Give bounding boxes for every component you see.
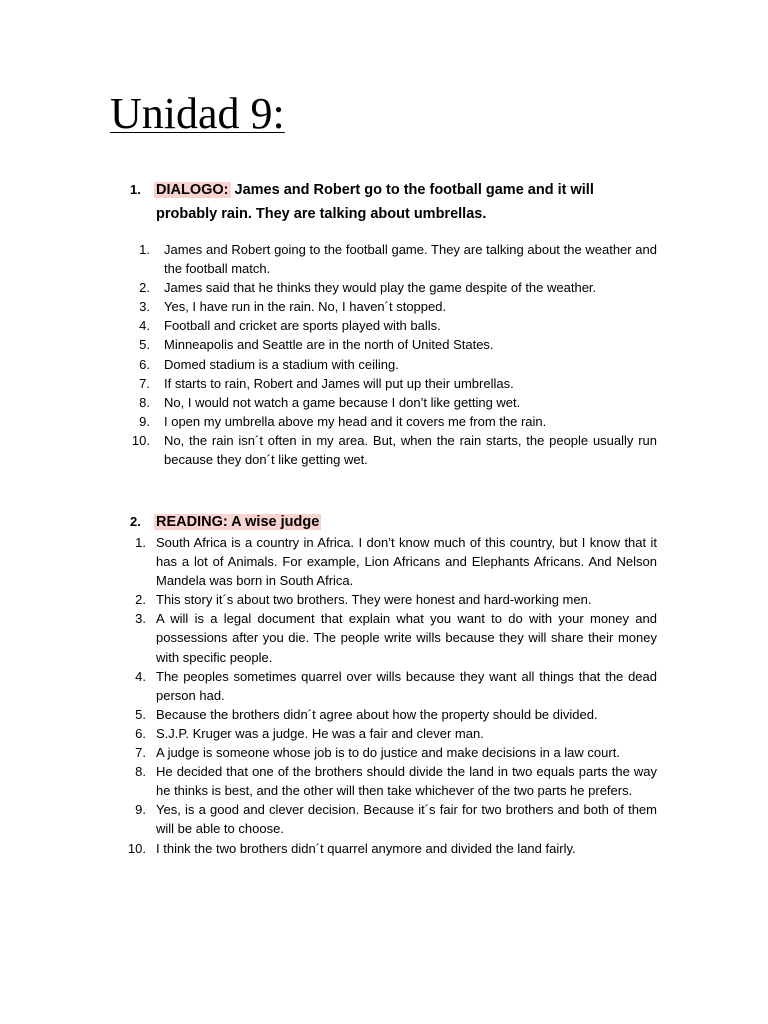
list-item	[130, 412, 657, 431]
item-number: 3.	[139, 299, 150, 315]
item-number: 1.	[135, 535, 146, 550]
section-number: 1.	[130, 182, 141, 197]
item-number: 1.	[139, 242, 150, 257]
item-number: 8.	[135, 764, 146, 780]
list-item	[126, 533, 657, 590]
item-number: 7.	[135, 745, 146, 761]
section-number: 2.	[130, 514, 141, 529]
list-item	[126, 609, 657, 666]
item-number: 2.	[135, 592, 146, 608]
list-item	[126, 724, 657, 743]
item-text: James and Robert going to the football game. They are talking about the weather and the football match.	[164, 242, 657, 277]
item-text: He decided that one of the brothers should divide the land in two equals parts the way he thinks is best, and the other will then take whichever of the two parts he prefers.	[156, 764, 657, 799]
list-item	[130, 240, 657, 278]
item-text: Minneapolis and Seattle are in the north of United States.	[164, 337, 494, 353]
item-number: 9.	[135, 802, 146, 818]
item-text: Yes, I have run in the rain. No, I haven´t stopped.	[164, 299, 447, 315]
reading-answer-list	[126, 533, 657, 858]
item-text: A will is a legal document that explain what you want to do with your money and possessions after you die. The people write wills because they will share their money with specific people.	[156, 611, 657, 665]
item-number: 6.	[135, 725, 146, 741]
section-heading-text	[156, 178, 656, 226]
item-text: I open my umbrella above my head and it covers me from the rain.	[164, 413, 547, 429]
section-heading-text	[156, 510, 656, 534]
item-text: This story it´s about two brothers. They were honest and hard-working men.	[156, 592, 592, 608]
list-item	[126, 667, 657, 705]
item-number: 3.	[135, 611, 146, 627]
list-item	[126, 743, 657, 762]
list-item	[130, 355, 657, 374]
item-number: 5.	[139, 337, 150, 353]
dialogo-answer-list	[130, 240, 657, 469]
list-item	[126, 800, 657, 838]
list-item	[130, 431, 657, 469]
list-item	[130, 316, 657, 335]
item-number: 6.	[139, 356, 150, 372]
section-heading-reading	[130, 510, 656, 534]
item-number: 5.	[135, 706, 146, 722]
list-item	[126, 839, 657, 858]
section-heading-dialogo	[130, 178, 656, 226]
item-number: 2.	[139, 280, 150, 296]
list-item	[130, 374, 657, 393]
item-text: South Africa is a country in Africa. I don’t know much of this country, but I know that it has a lot of Animals. For example, Lion Africans and Elephants Africans. And Nelson Mandela was born in South Africa.	[156, 535, 657, 589]
item-text: S.J.P. Kruger was a judge. He was a fair and clever man.	[156, 725, 484, 741]
item-text: Yes, is a good and clever decision. Because it´s fair for two brothers and both of them will be able to choose.	[156, 802, 657, 837]
list-item	[130, 393, 657, 412]
item-text: Because the brothers didn´t agree about how the property should be divided.	[156, 706, 598, 722]
item-number: 10.	[127, 840, 146, 856]
item-text: Domed stadium is a stadium with ceiling.	[164, 356, 399, 372]
section-heading-description: James and Robert go to the football game and it will probably rain. They are talking about umbrellas.	[156, 182, 594, 222]
item-text: I think the two brothers didn´t quarrel anymore and divided the land fairly.	[156, 840, 576, 856]
list-item	[130, 278, 657, 297]
section-label-highlight: READING: A wise judge	[156, 514, 320, 530]
list-item	[126, 762, 657, 800]
item-text: No, I would not watch a game because I don’t like getting wet.	[164, 394, 521, 410]
item-text: Football and cricket are sports played with balls.	[164, 318, 441, 334]
item-number: 7.	[139, 375, 150, 391]
item-text: A judge is someone whose job is to do justice and make decisions in a law court.	[156, 745, 620, 761]
list-item	[126, 590, 657, 609]
item-text: If starts to rain, Robert and James will put up their umbrellas.	[164, 375, 514, 391]
item-number: 4.	[135, 668, 146, 684]
item-text: James said that he thinks they would play the game despite of the weather.	[164, 280, 597, 296]
item-number: 10.	[131, 432, 150, 448]
item-number: 8.	[139, 394, 150, 410]
item-number: 4.	[139, 318, 150, 334]
item-text: No, the rain isn´t often in my area. But, when the rain starts, the people usually run because they don´t like getting wet.	[164, 432, 657, 468]
page-title: Unidad 9:	[110, 89, 285, 138]
list-item	[126, 705, 657, 724]
section-label-highlight: DIALOGO:	[156, 182, 229, 198]
item-number: 9.	[139, 413, 150, 429]
list-item	[130, 297, 657, 316]
item-text: The peoples sometimes quarrel over wills because they want all things that the dead person had.	[156, 668, 657, 703]
list-item	[130, 335, 657, 354]
